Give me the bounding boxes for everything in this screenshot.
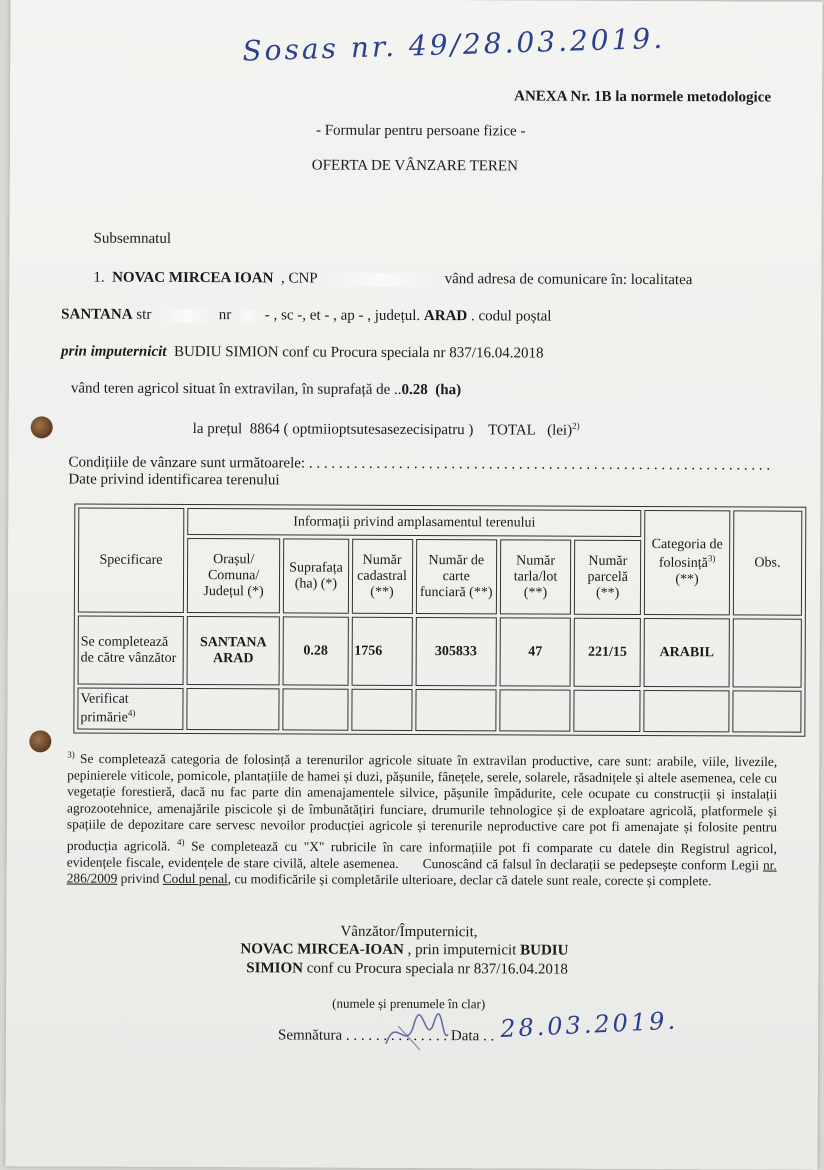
redacted-cnp bbox=[321, 272, 441, 287]
row-label-verified: Verificat primărie$^{4)}$ bbox=[77, 688, 183, 730]
redacted-number bbox=[235, 309, 261, 323]
cell-verified-city bbox=[186, 688, 280, 730]
clear-names-label: (numele și prenumele în clar) bbox=[332, 995, 486, 1012]
number-label: nr bbox=[218, 307, 232, 324]
footnotes bbox=[67, 746, 778, 890]
cnp-label: , CNP bbox=[280, 270, 318, 287]
cell-verified-area bbox=[283, 689, 348, 731]
header-area: Suprafața (ha) (*) bbox=[283, 539, 348, 614]
cell-area: 0.28 bbox=[283, 617, 348, 686]
header-tarla: Număr tarla/lot (**) bbox=[500, 540, 572, 615]
header-specificare: Specificare bbox=[78, 508, 184, 614]
row-label-seller: Se completează de către vânzător bbox=[78, 616, 184, 685]
street-label: str bbox=[136, 306, 152, 323]
conditions-line: Condițiile de vânzare sunt următoarele: . . . . . . . . . . . . . . . . . . . . . . . . . . . . . . . . . . . . . . . . . . . . . . . . . . . . . . . . . . . . . . bbox=[68, 454, 771, 474]
header-group-location: Informații privind amplasamentul terenului bbox=[187, 508, 642, 537]
handwritten-signature bbox=[376, 1004, 456, 1064]
proxy-line bbox=[61, 343, 544, 362]
cell-verified-category bbox=[644, 690, 730, 732]
handwritten-date: 28.03.2019. bbox=[499, 1006, 679, 1044]
land-area: 0.28 bbox=[401, 381, 428, 399]
signature-proxy-name1: BUDIU bbox=[520, 942, 569, 959]
total-footnote-ref: 2) bbox=[572, 420, 580, 431]
declaration-text-b: privind bbox=[120, 871, 160, 887]
punch-hole-top bbox=[31, 416, 53, 438]
footnote-3-ref: 3) bbox=[67, 749, 75, 760]
signature-name-line bbox=[240, 941, 568, 959]
signature-proxy-mid: , prin imputernicit bbox=[407, 941, 517, 959]
punch-hole-bottom bbox=[29, 730, 51, 752]
address-line bbox=[61, 306, 551, 325]
footnote-4-text: Se completează cu "X" rubricile în care informațiile pot fi comparate cu datele din Registrul agricol, evidențele fiscale, evidențele de stare civilă, altele asemenea. bbox=[66, 838, 777, 871]
cell-city: SANTANA ARAD bbox=[186, 616, 280, 685]
signature-date-line: Semnătura . . . . . . . . . . . . . . Data . . bbox=[277, 1027, 495, 1045]
price-line bbox=[193, 419, 580, 440]
cell-verified-obs bbox=[732, 691, 801, 733]
cell-category: ARABIL bbox=[644, 618, 730, 687]
address-text: vând adresa de comunicare în: localitatea bbox=[444, 271, 693, 289]
land-unit: (ha) bbox=[435, 382, 462, 399]
cell-verified-tarla bbox=[499, 690, 570, 732]
cell-tarla: 47 bbox=[499, 618, 571, 687]
locality-value: SANTANA bbox=[61, 306, 133, 323]
header-obs: Obs. bbox=[733, 510, 803, 616]
cell-parcel: 221/15 bbox=[574, 618, 642, 687]
cell-cadastral: 1756 bbox=[351, 617, 412, 686]
cell-verified-parcel bbox=[573, 690, 640, 732]
table-row-verified bbox=[77, 688, 801, 733]
document-title: OFERTA DE VÂNZARE TEREN bbox=[311, 157, 518, 175]
address-tail: - , sc -, et - , ap - , județul. bbox=[264, 307, 421, 325]
postal-label: . codul poștal bbox=[471, 308, 552, 325]
cell-obs bbox=[732, 619, 802, 688]
document-page bbox=[5, 0, 822, 1170]
signature-role: Vânzător/Împuternicit, bbox=[340, 923, 478, 941]
declaration-text-c: , cu modificările și completările ulterioare, declar că datele sunt reale, corecte și complete. bbox=[227, 871, 712, 889]
footnote-4-ref: 4) bbox=[177, 836, 185, 847]
identification-label: Date privind identificarea terenului bbox=[68, 471, 280, 489]
cell-carte-funciara: 305833 bbox=[415, 617, 497, 686]
annex-label: ANEXA Nr. 1B la normele metodologice bbox=[514, 88, 772, 106]
cell-verified-cadastral bbox=[351, 689, 412, 731]
proxy-text: BUDIU SIMION conf cu Procura speciala nr 837/16.04.2018 bbox=[173, 343, 544, 362]
signature-proxy-tail: conf cu Procura speciala nr 837/16.04.2018 bbox=[306, 960, 568, 978]
seller-line bbox=[93, 270, 692, 290]
redacted-street bbox=[155, 308, 215, 322]
land-identification-table bbox=[73, 504, 806, 737]
form-subtitle: - Formular pentru persoane fizice - bbox=[315, 122, 526, 140]
total-unit: (lei) bbox=[547, 422, 573, 439]
table-row-seller bbox=[78, 616, 802, 688]
signature-name: NOVAC MIRCEA-IOAN bbox=[240, 941, 404, 958]
land-line bbox=[71, 381, 461, 400]
law-reference: nr. 286/2009 bbox=[66, 857, 777, 887]
cell-verified-carte bbox=[415, 689, 497, 731]
declaration-text-a: Cunoscând că falsul în declarații se pedepsește conform Legii bbox=[422, 855, 760, 873]
penal-code-reference: Codul penal bbox=[162, 871, 228, 887]
header-cadastral: Număr cadastral (**) bbox=[351, 539, 412, 614]
price-value: 8864 bbox=[249, 421, 280, 438]
signature-proxy-name2: SIMION bbox=[246, 960, 304, 977]
land-text: vând teren agricol situat în extravilan, în suprafață de .. bbox=[70, 380, 402, 398]
header-carte-funciara: Număr de carte funciară (**) bbox=[415, 539, 497, 615]
signature-proxy-line bbox=[246, 960, 568, 978]
header-category: Categoria de folosință$^{3)}$ (**) bbox=[644, 510, 730, 616]
price-words: ( optmiioptsutesasezecisipatru ) bbox=[283, 421, 474, 439]
registration-stamp-handwritten: Sosas nr. 49/28.03.2019. bbox=[241, 21, 666, 68]
price-label: la prețul bbox=[192, 421, 243, 438]
subsemnatul-label: Subsemnatul bbox=[93, 230, 172, 247]
header-parcel: Număr parcelă (**) bbox=[574, 540, 642, 615]
county-value: ARAD bbox=[423, 308, 468, 325]
total-label: TOTAL bbox=[488, 422, 536, 439]
item-number: 1. bbox=[93, 269, 105, 286]
footnote-3-text: Se completează categoria de folosință a terenurilor agricole situate în extravilan productive, care sunt: arabile, viile, livezile, pepinierele viticole, pomicole, plantațiile de hamei și duzi, pășunile, fânețele, serele, solarele, răsadnițele și altele asemenea, cele cu vegetație forestieră, dacă nu fac parte din amenajamentele silvice, pășunile împădurite, cele ocupate cu construcții și instalații agrozootehnice, amenajările piscicole și de îmbunătățiri funciare, drumurile tehnologice și de exploatare agricolă, platformele și spațiile de depozitare care servesc nevoilor producției agricole și terenurile neproductive care pot fi amenajate și folosite pentru producția agricolă. bbox=[66, 751, 778, 854]
proxy-label: prin imputernicit bbox=[60, 343, 167, 360]
header-city: Orașul/ Comuna/ Județul (*) bbox=[187, 538, 281, 614]
seller-name: NOVAC MIRCEA IOAN bbox=[112, 269, 274, 287]
